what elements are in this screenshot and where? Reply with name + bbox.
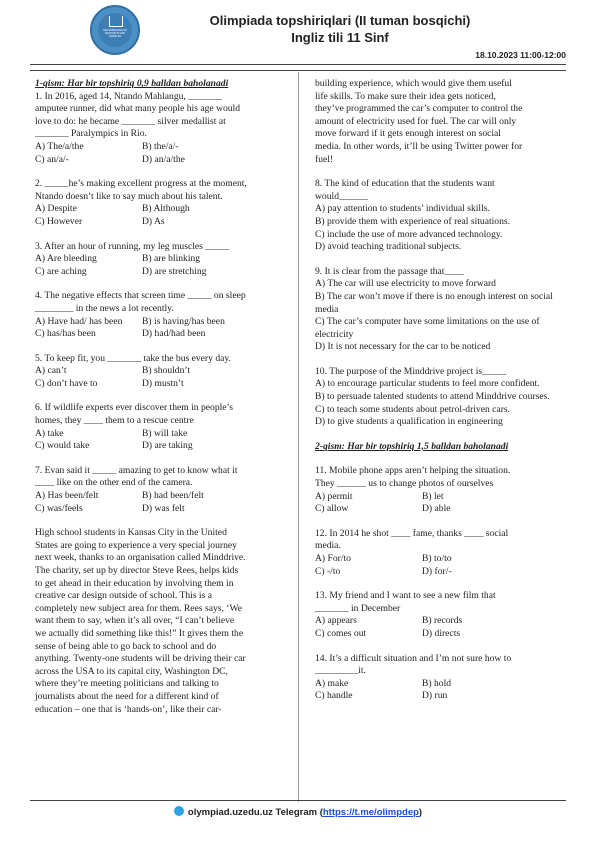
answer-option[interactable]: D) As [142,215,165,227]
answer-option[interactable]: D) able [422,503,451,515]
question-text: would______ [315,190,368,202]
question-text: 5. To keep fit, you _______ take the bus every day. [35,352,231,364]
question [315,653,560,703]
question-text: 6. If wildlife experts ever discover them in people’s [35,402,233,414]
answer-option[interactable]: A) make [315,677,349,689]
answer-option[interactable]: B) will take [142,427,188,439]
question-text: 10. The purpose of the Minddrive project is_____ [315,365,507,377]
question-text: 8. The kind of education that the students want [315,178,495,190]
answer-option[interactable]: B) the/a/- [142,140,179,152]
answer-options [315,491,560,516]
header-rule [30,64,566,65]
telegram-link[interactable]: https://t.me/olimpdep [322,807,419,818]
answer-options [315,278,560,354]
answer-options [35,365,278,390]
passage-line: States are going to experience a very special journey [35,539,237,551]
logo-text: MAKTABGACHA VA MAKTAB TA'LIMI VAZIRLIGI [103,29,127,38]
answer-option[interactable]: B) to/to [422,553,452,564]
answer-options [35,253,278,278]
question-text: ________ in the news a lot recently. [35,302,174,314]
question-text: They ______ us to change photos of ourselves [315,478,494,490]
question [315,590,560,640]
answer-option[interactable]: D) to give students a qualification in engineering [315,416,503,428]
answer-option[interactable]: B) to persuade talented students to attend Minddrive courses. [315,391,550,403]
answer-option[interactable]: B) are blinking [142,253,201,265]
question [315,178,560,254]
answer-option[interactable]: C) has/has been [35,328,96,340]
left-column [35,78,278,716]
answer-options [315,553,560,578]
passage-line: we actually did something like this!” It gives them the [35,627,244,639]
page-title: Olimpiada topshiriqlari (II tuman bosqichi) [209,13,471,28]
answer-option[interactable]: D) run [422,690,448,702]
question [35,353,278,391]
passage-line: education – one that is ‘hands-on’, like their car- [35,703,222,715]
page-subtitle: Ingliz tili 11 Sinf [291,30,389,45]
question [315,528,560,578]
passage-line: fuel! [315,153,334,165]
passage-line: to get ahead in their education by involving them in [35,577,234,589]
answer-option[interactable]: B) is having/has been [142,315,225,327]
telegram-icon [174,806,184,816]
question-text: love to do: he became _______ silver medallist at [35,115,226,127]
question-text: 11. Mobile phone apps aren’t helping the situation. [315,465,511,477]
answer-option[interactable]: C) However [35,215,83,227]
answer-option[interactable]: A) Despite [35,203,77,215]
question [315,465,560,515]
question-text: 9. It is clear from the passage that____ [315,265,464,277]
passage-line: High school students in Kansas City in the United [35,527,227,539]
question-text: amputee runner, did what many people his age would [35,103,241,115]
footer [0,806,596,818]
answer-option[interactable]: D) are taking [142,440,193,452]
answer-option[interactable]: D) for/- [422,565,452,577]
answer-option[interactable]: A) take [35,427,64,439]
answer-option[interactable]: C) comes out [315,627,367,639]
answer-options [35,490,278,515]
answer-option[interactable]: B) The car won’t move if there is no enough interest on social media [315,290,553,315]
question-text: 7. Evan said it _____ amazing to get to know what it [35,464,238,476]
answer-options [35,203,278,228]
right-column [315,78,560,715]
answer-options [315,678,560,703]
answer-option[interactable]: D) an/a/the [142,153,185,165]
passage-line: journalists about the need for a different kind of [35,690,219,702]
question-text: 14. It’s a difficult situation and I’m not sure how to [315,652,512,664]
answer-option[interactable]: A) to encourage particular students to feel more confident. [315,378,540,390]
question-text: _______ in December [315,602,401,614]
passage-line: move forward if it gets enough interest on social [315,128,501,140]
column-divider [298,72,299,802]
question-text: Ntando doesn’t like to say much about his talent. [35,190,223,202]
answer-option[interactable]: C) include the use of more advanced technology. [315,228,503,240]
question [35,178,278,228]
question [315,266,560,354]
answer-option[interactable]: A) can’t [35,365,67,377]
answer-option[interactable]: C) would take [35,440,90,452]
answer-options [35,141,278,166]
answer-option[interactable]: B) hold [422,677,452,689]
passage-line: anything. Twenty-one students will be driving their car [35,653,246,665]
exam-date: 18.10.2023 11:00-12:00 [475,50,566,60]
passage-line: they’ve programmed the car’s computer to control the [315,103,523,115]
answer-option[interactable]: C) -/to [315,565,341,577]
reading-passage-cont [315,78,560,166]
passage-line: across the USA to its capital city, Washington DC, [35,665,228,677]
section-1-heading: 1-qism: Har bir topshiriq 0,9 balldan baholanadi [35,78,229,89]
question-text: _________it. [315,665,366,677]
reading-passage [35,527,278,716]
answer-option[interactable]: B) records [422,615,463,627]
answer-option[interactable]: A) The car will use electricity to move forward [315,278,496,290]
answer-option[interactable]: B) Although [142,203,190,215]
question [315,366,560,429]
passage-line: next week, thanks to an organisation called Minddrive. [35,552,246,564]
question [35,290,278,340]
footer-site: olympiad.uzedu.uz Telegram ( [187,807,323,818]
answer-option[interactable]: D) are stretching [142,265,207,277]
answer-option[interactable]: D) It is not necessary for the car to be noticed [315,341,491,353]
answer-option[interactable]: B) had been/felt [142,490,204,502]
answer-option[interactable]: B) shouldn’t [142,365,191,377]
answer-option[interactable]: C) The car’s computer have some limitations on the use of electricity [315,316,540,340]
passage-line: creative car design outside of school. This is a [35,590,212,602]
answer-option[interactable]: A) For/to [315,553,351,564]
passage-line: building experience, which would give them useful [315,78,512,89]
question-text: homes, they ____ them to a rescue centre [35,415,194,427]
question-text: 3. After an hour of running, my leg muscles _____ [35,240,230,252]
answer-option[interactable]: D) had/had been [142,328,206,340]
answer-option[interactable]: D) mustn’t [142,377,184,389]
answer-options [315,203,560,253]
passage-line: sense of being able to go back to school and do [35,640,217,652]
answer-option[interactable]: A) The/a/the [35,140,84,152]
question-text: _______ Paralympics in Rio. [35,128,147,140]
passage-line: life skills. To make sure their idea gets noticed, [315,90,496,102]
question-text: 13. My friend and I want to see a new film that [315,590,496,602]
answer-options [315,378,560,428]
passage-line: want them to say, when it’s all over, “I can’t believe [35,615,235,627]
passage-line: where they’re meeting politicians and talking to [35,678,219,690]
answer-option[interactable]: A) permit [315,490,353,502]
question-text: ____ like on the other end of the camera. [35,477,193,489]
answer-option[interactable]: B) provide them with experience of real situations. [315,215,511,227]
question-text: 4. The negative effects that screen time _____ on sleep [35,290,246,302]
question-text: media. [315,540,341,552]
answer-option[interactable]: A) appears [315,615,357,627]
answer-options [315,615,560,640]
answer-option[interactable]: C) don’t have to [35,377,98,389]
answer-option[interactable]: C) handle [315,690,353,702]
question [35,402,278,452]
answer-option[interactable]: D) was felt [142,502,185,514]
answer-option[interactable]: C) allow [315,503,349,515]
answer-option[interactable]: A) Has been/felt [35,490,99,502]
answer-option[interactable]: C) an/a/- [35,153,69,165]
question [35,241,278,279]
answer-option[interactable]: C) to teach some students about petrol-driven cars. [315,403,511,415]
footer-rule [30,800,566,801]
question-text: 2. _____he’s making excellent progress at the moment, [35,178,247,190]
answer-options [35,428,278,453]
answer-option[interactable]: D) avoid teaching traditional subjects. [315,241,462,253]
question [35,465,278,515]
answer-option[interactable]: D) directs [422,627,461,639]
logo-building-icon [109,16,123,27]
passage-line: amount of electricity used for fuel. The car will only [315,115,517,127]
answer-option[interactable]: C) are aching [35,265,87,277]
passage-line: The charity, set up by director Steve Rees, helps kids [35,565,239,576]
answer-option[interactable]: A) Have had/ has been [35,315,123,327]
passage-line: media. In other words, it’ll be using Twitter power for [315,140,523,152]
header-rule-2 [30,70,566,71]
answer-option[interactable]: A) Are bleeding [35,253,97,265]
answer-option[interactable]: B) let [422,490,444,502]
ministry-logo [90,5,140,55]
answer-option[interactable]: C) was/feels [35,502,83,514]
passage-line: completely new subject area for them. Rees says, ‘We [35,602,243,614]
answer-option[interactable]: A) pay attention to students’ individual skills. [315,203,490,215]
question-text: 1. In 2016, aged 14, Ntando Mahlangu, _______ [35,90,222,102]
question [35,91,278,167]
section-2-heading: 2-qism: Har bir topshiriq 1,5 balldan baholanadi [315,440,509,452]
question-text: 12. In 2014 he shot ____ fame, thanks ____ social [315,527,509,539]
answer-options [35,316,278,341]
footer-close: ) [418,807,423,818]
